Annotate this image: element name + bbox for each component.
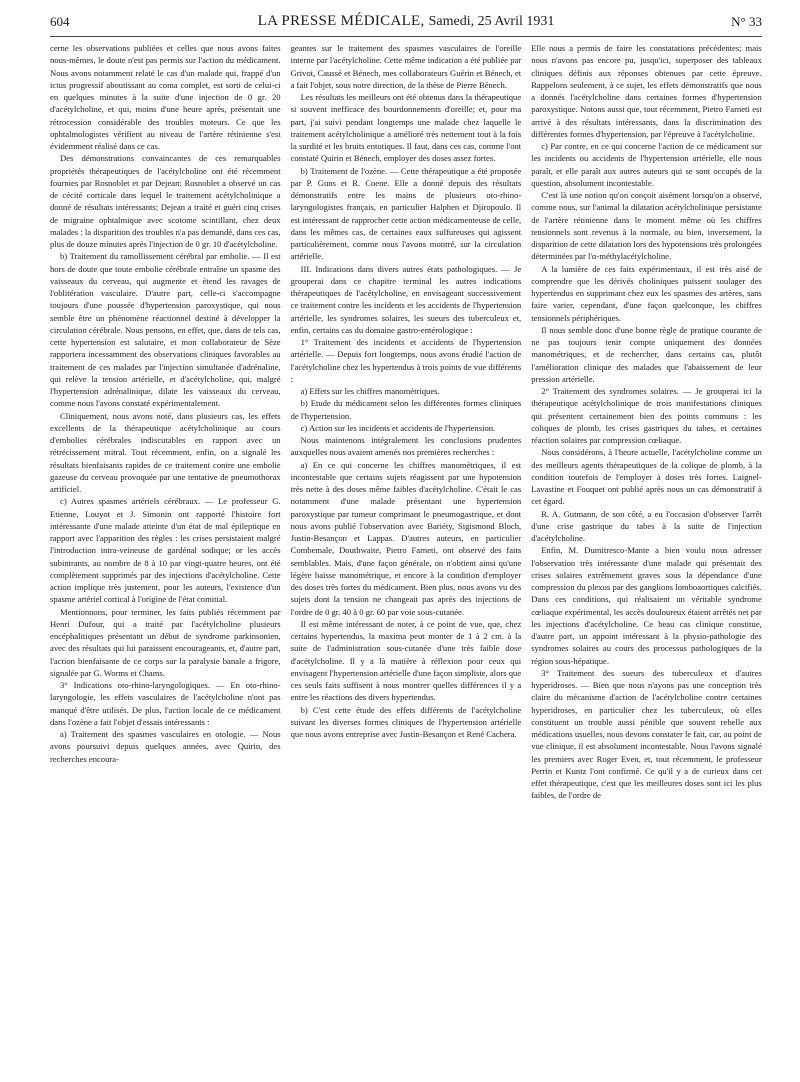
text-column-1 (50, 42, 281, 1072)
paragraph: Des démonstrations convaincantes de ces remarquables propriétés thérapeutiques de l'acétylcholine ont été récemment fournies par Rosnoblet et par Dejean: Rosnoblet a observé un cas de cécité corticale dans lequel le traitement acétylcholinique a donné de résultats intéressants; Dejean a traité et guéri cinq crises de migraine ophtalmique avec scotome scintillant, chez deux malades : la disparition des troubles n'a pas demandé, dans ces cas, plus de douze minutes après l'injection de 0 gr. 10 d'acétylcholine. (50, 153, 281, 249)
paragraph: b) C'est cette étude des effets différents de l'acétylcholine suivant les diverses formes cliniques de l'hypertension artérielle que nous avons entreprise avec Justin-Besançon et René Cachera. (290, 704, 522, 739)
paragraph: a) En ce qui concerne les chiffres manométriques, il est incontestable que certains sujets réagissent par une hypotension très nette à des doses même faibles d'acétylcholine. C'était le cas notamment d'une malade présentant une hypertension paroxystique par tumeur comprimant le pneumogastrique, et dont nous avons publié l'observation avec Bariéty, Sigismond Bloch, Justin-Besançon et Lappas. D'autres auteurs, en particulier Combemale, Douthwaite, Pietro Farneti, ont observé des faits semblables. Mais, d'une façon générale, on n'obtient ainsi qu'une légère baisse manométrique, et encore à la condition d'employer des doses très fortes du médicament. Bien plus, nous avons vu des sujets dont la tension ne changeait pas après des injections de l'ordre de 0 gr. 40 à 0 gr. 60 par voie sous-cutanée. (290, 459, 522, 617)
paragraph: geantes sur le traitement des spasmes vasculaires de l'oreille interne par l'acétylcholine. Cette même indication a été publiée par Grivot, Caussé et Bénech, mes collaborateurs Guérin et Bénech, et a fait l'objet, sous notre direction, de la thèse de Pierre Bénech. (290, 43, 522, 90)
header-rule (50, 36, 762, 37)
paragraph: Il est même intéressant de noter, à ce point de vue, que, chez certains hypertendus, la maxima peut monter de 1 à 2 cm. à la suite de l'administration sous-cutanée d'une très faible dose d'acétylcholine. Il y a là matière à réflexion pour ceux qui envisagent l'hypertension artérielle d'une façon simpliste, alors que ces seuls faits suffisent à nous montrer quelles différences il y a entre les réactions des divers hypertendus. (290, 618, 522, 703)
section-heading-paragraph: III. Indications dans divers autres états pathologiques. — Je grouperai dans ce chapitre terminal les autres indications thérapeutiques de l'acétylcholine, en envisageant successivement ce traitement contre les incidents et les accidents de l'hypertension artérielle, les syndromes solaires, les sueurs des tuberculeux et, enfin, certains cas du domaine gastro-entérologique : (290, 263, 522, 335)
list-item: b) Etude du médicament selon les différentes formes cliniques de l'hypertension. (290, 398, 522, 421)
list-item: c) Action sur les incidents et accidents de l'hypertension. (300, 422, 496, 433)
paragraph: b) Traitement du ramollissement cérébral par embolie. — Il est hors de doute que toute embolie cérébrale entraîne un spasme des vaisseaux du cerveau, qui augmente et étend les ravages de l'oblitération vasculaire. D'autre part, celle-ci s'accompagne toujours d'une poussée d'hypertension paroxystique, qui nous semble être un phénomène réactionnel destiné à développer la circulation cérébrale. Nous pensons, en effet, que, dans de tels cas, cette hypertension est salutaire, et mon collaborateur de Sèze rapportera incessamment des observations cliniques favorables au traitement de ces malades par l'injection simultanée d'adrénaline, qui relève la tension artérielle, et d'acétylcholine, qui, malgré l'hypertension adrénalinique, dilate les vaisseaux du cerveau, comme nous l'avons constaté expérimentalement. (50, 251, 281, 409)
paragraph: Il nous semble donc d'une bonne règle de pratique courante de ne pas toujours tenir compte uniquement des données manométriques, et de rechercher, dans certains cas, plutôt l'amélioration clinique des malades que l'abaissement de leur pression artérielle. (531, 324, 762, 384)
paragraph: a) Traitement des spasmes vasculaires en otologie. — Nous avons poursuivi depuis quelques années, avec Quirin, des recherches encoura- (50, 729, 281, 764)
paragraph: Mentionnons, pour terminer, les faits publiés récemment par Henri Dufour, qui a traité par l'acétylcholine plusieurs encéphalitiques présentant un début de syndrome parkinsonien, avec des résultats qui lui paraissent encourageants, et, d'autre part, l'action bienfaisante de ce corps sur la paralysie banale a frigore, signalée par G. Worms et Chams. (50, 606, 281, 678)
paragraph: c) Par contre, en ce qui concerne l'action de ce médicament sur les incidents ou accidents de l'hypertension artérielle, elle nous paraît, et elle paraît aux autres auteurs qui se sont occupés de la question, absolument incontestable. (531, 141, 762, 188)
paragraph: Elle nous a permis de faire les constatations précédentes; mais nous n'avons pas encore pu, jusqu'ici, superposer des tableaux cliniques définis aux réponses obtenues par cette épreuve. Rappelons seulement, à ce sujet, les effets démonstratifs que nous a donnés l'acétylcholine dans certaines formes d'hypertension paroxystique. Notons aussi que, tout récemment, Pietro Farneti est arrivé à des résultats intéressants, dans la discrimination des différentes formes d'hypertension, par l'épreuve à l'acétylcholine. (531, 43, 762, 139)
paragraph: Cliniquement, nous avons noté, dans plusieurs cas, les effets excellents de la thérapeutique acétylcholinique au cours d'embolies cérébrales indiscutables en rapport avec un rétrécissement mitral. Tout récemment, enfin, on a signalé les résultats bienfaisants rapides de ce traitement contre une embolie gazeuse du cerveau provoquée par une tentative de pneumothorax artificiel. (50, 410, 281, 494)
paragraph: C'est là une notion qu'on conçoit aisément lorsqu'on a observé, comme nous, sur l'animal la dilatation acétylcholinique persistante de l'artère rétinienne dans le moment même où les chiffres tensionnels sont revenus à la normale, ou bien, inversement, la disparition de cette dilatation lors des hypotensions très prolongées déterminées par l'α-méthylacétylcholine. (531, 190, 762, 262)
paragraph: c) Autres spasmes artériels cérébraux. — Le professeur G. Etienne, Louyot et J. Simonin ont rapporté l'histoire fort intéressante d'une malade atteinte d'un état de mal épileptique en rapport avec l'apparition des règles : les crises persistaient malgré l'introduction intra-veineuse de gardénal sodique; or les accès subintrants, au nombre de 8 à 10 par vingt-quatre heures, ont été complètement supprimés par des injections d'acétylcholine. Cette action implique très justement, pour les auteurs, l'existence d'un spasme artériel cortical à l'origine de l'état comitial. (50, 496, 281, 605)
paragraph: cerne les observations publiées et celles que nous avons faites nous-mêmes, le doute n'est pas permis sur l'action du médicament. Nous avons notamment relaté le cas d'un malade qui, frappé d'un ictus progressif aboutissant au coma complet, est sorti de celui-ci en quelques minutes à la suite d'une injection de 0 gr. 20 d'acétylcholine, et qui, moins d'une heure après, présentait une rétrocession considérable des troubles moteurs. Ce que les ophtalmologistes vérifient au niveau de l'artère rétinienne s'est évidemment réalisé dans ce cas. (50, 43, 281, 151)
page-number: 604 (50, 14, 70, 29)
paragraph: R. A. Gutmann, de son côté, a eu l'occasion d'observer l'arrêt d'une crise gastrique du tabes à la suite de l'injection d'acétylcholine. (531, 508, 762, 543)
text-column-2 (291, 42, 522, 1072)
paragraph: b) Traitement de l'ozène. — Cette thérapeutique a été proposée par P. Guns et R. Coene. Elle a donné depuis des résultats démonstratifs entre les mains de plusieurs oto-rhino-laryngologistes français, en particulier Halphen et Djiropoulo. Il est intéressant de rapprocher cette action médicamenteuse de celle, dans les mêmes cas, de certaines eaux sulfureuses qui agissent particulièrement, comme nous l'avons montré, sur la circulation artérielle. (290, 165, 522, 262)
paragraph: 1° Traitement des incidents et accidents de l'hypertension artérielle. — Depuis fort longtemps, nous avons étudié l'action de l'acétylcholine chez les hypertendus à trois points de vue différents : (290, 337, 522, 384)
text-column-3 (531, 42, 762, 1072)
paragraph: Les résultats les meilleurs ont été obtenus dans la thérapeutique si souvent inefficace des bourdonnements d'oreille; et, pour ma part, j'ai suivi pendant longtemps une malade chez laquelle le traitement acétylcholinique a amélioré très nettement tout à la fois la surdité et les bruits entotiques. Il faut, dans ces cas, comme l'ont constaté Quirin et Bénech, employer des doses assez fortes. (290, 92, 522, 164)
list-item: a) Effets sur les chiffres manométriques. (300, 386, 440, 396)
article-body (50, 42, 762, 1072)
paragraph: Nous maintenons intégralement les conclusions prudentes auxquelles nous avaient amenés nos premières recherches : (290, 435, 522, 458)
issue-number: N° 33 (731, 14, 762, 29)
paragraph: 2° Traitement des syndromes solaires. — Je grouperai ici la thérapeutique acétylcholinique de trois manifestations cliniques qui présentent certainement bien des points communs : les coliques de plomb, les crises gastriques du tabes, et certaines réaction solaires par compression cœliaque. (531, 386, 762, 445)
journal-title: LA PRESSE MÉDICALE, (257, 13, 425, 29)
paragraph: 3° Traitement des sueurs des tuberculeux et d'autres hyperidroses. — Bien que nous n'ayons pas une conception très claire du mécanisme d'action de l'acétylcholine contre certaines hyperidroses, en particulier chez les tuberculeux, où elles constituent un trouble aussi pénible que souvent rebelle aux médications usuelles, nous devons constater le fait, car, au point de vue clinique, il est absolument incontestable. Nous l'avons signalé les premiers avec Roger Even, et, tout récemment, le professeur Perrin et Kuntz l'ont confirmé. Ce qu'il y a de curieux dans cet effet thérapeutique, c'est que les meilleures doses sont ici les plus faibles, de l'ordre de (531, 667, 762, 801)
issue-date: Samedi, 25 Avril 1931 (428, 14, 555, 29)
journal-masthead (50, 13, 762, 30)
paragraph: 3° Indications oto-rhino-laryngologiques. — En oto-rhino-laryngologie, les effets vasculaires de l'acétylcholine n'ont pas manqué d'être utilisés. De plus, l'action locale de ce médicament dans l'ozène a fait l'objet d'essais intéressants : (50, 680, 281, 727)
paragraph: Enfin, M. Dumitresco-Mante a bien voulu nous adresser l'observation très intéressante d'une malade qui présentait des crises solaires extrêmement graves sous la dépendance d'une compression du plexus par des ganglions lomboaortiques calcifiés. Dans ces conditions, qui réalisaient un véritable syndrome cœliaque expérimental, les accès douloureux étaient arrêtés net par les injections d'acétylcholine. Ce beau cas clinique constitue, d'autre part, un appoint intéressant à la physio-pathologie des syndromes solaires au cours des processus pathologiques de la région sous-hépatique. (531, 545, 762, 666)
page-header (50, 14, 762, 34)
paragraph: A la lumière de ces faits expérimentaux, il est très aisé de comprendre que les dérivés choliniques puissent soulager des hypertendus en supprimant chez eux les spasmes des artères, sans faire varier, cependant, d'une façon quelconque, les chiffres tensionnels périphériques. (531, 263, 762, 323)
paragraph: Nous considérons, à l'heure actuelle, l'acétylcholine comme un des meilleurs agents thérapeutiques de la colique de plomb, à la condition toutefois de l'employer à doses très fortes. Laignel-Lavastine et Fouquet ont publié après nous un cas démonstratif à cet égard. (531, 447, 762, 507)
